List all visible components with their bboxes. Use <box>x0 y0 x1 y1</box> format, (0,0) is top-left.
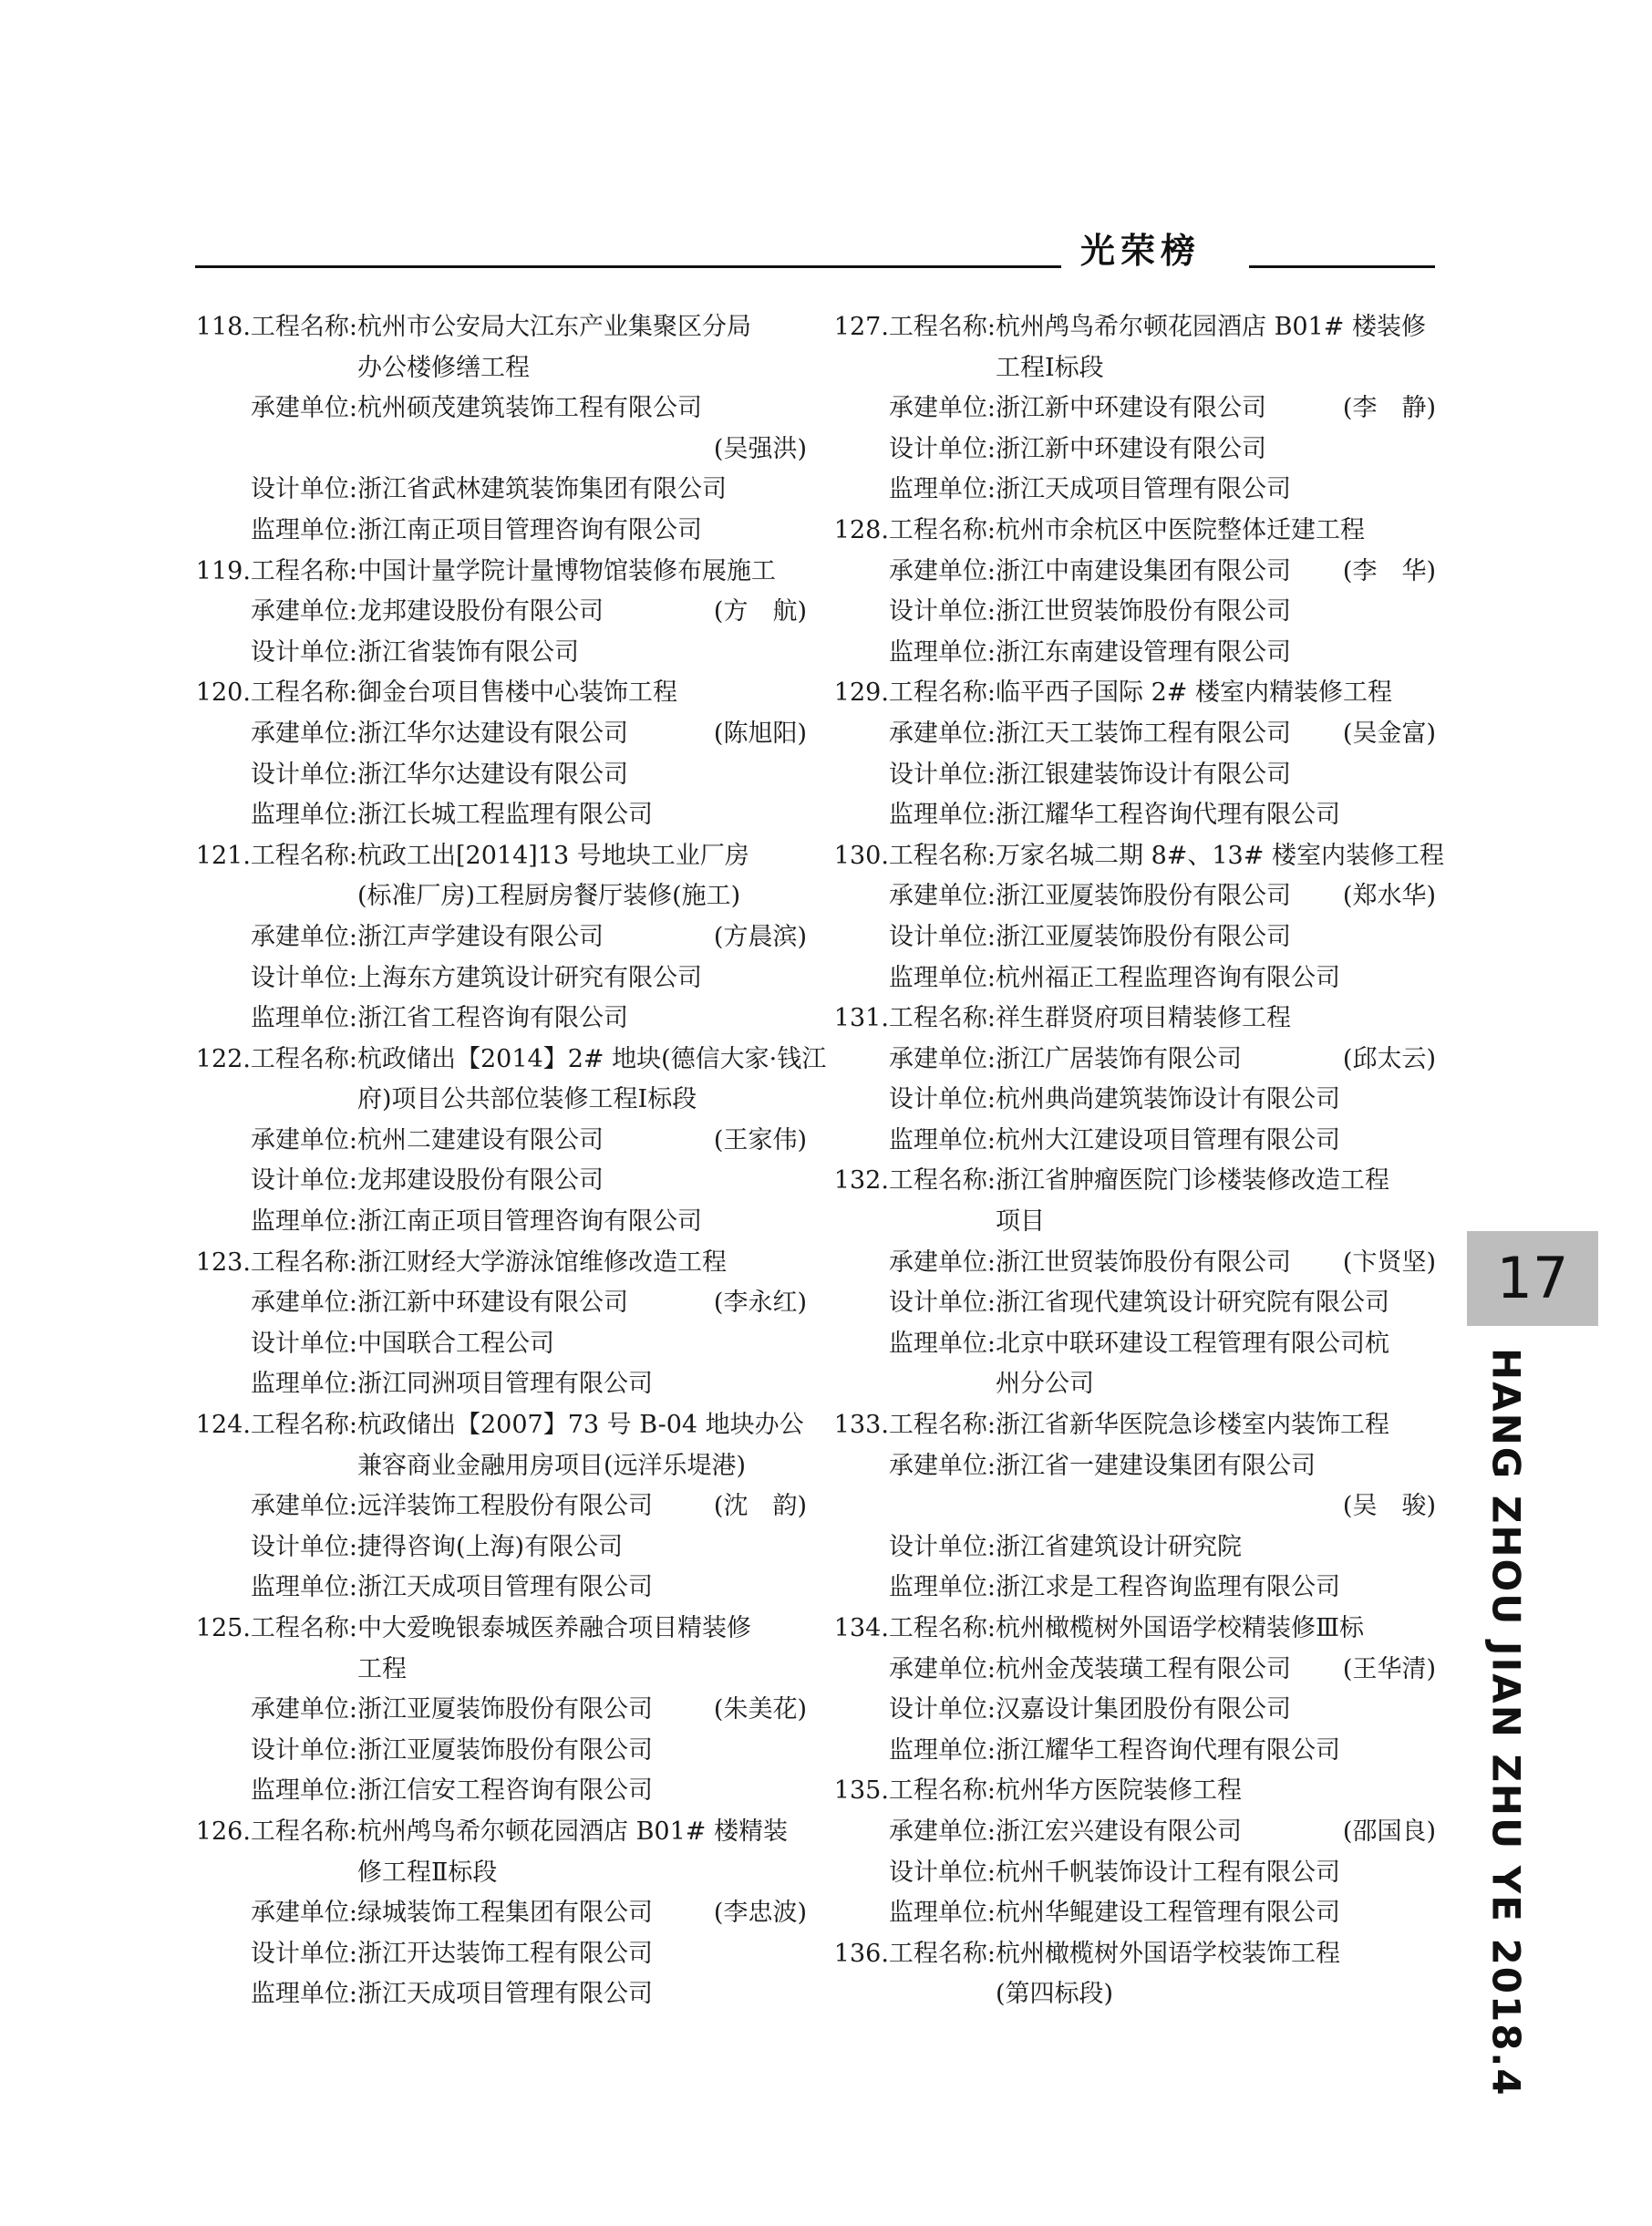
field-label: 120.工程名称: <box>195 678 357 708</box>
field-label: 承建单位: <box>888 882 996 911</box>
field-line <box>187 714 807 755</box>
person-name: (李忠波) <box>713 1899 807 1928</box>
project-entry-line <box>825 1161 1436 1202</box>
field-value: 浙江省建筑设计研究院 <box>996 1532 1242 1561</box>
person-name: (李 华) <box>1342 556 1436 585</box>
field-label: 126.工程名称: <box>195 1817 357 1846</box>
project-entry-line <box>825 511 1436 552</box>
field-line <box>825 1690 1436 1731</box>
field-line <box>825 1243 1436 1284</box>
field-label: 承建单位: <box>250 1289 357 1318</box>
field-value: 浙江省新华医院急诊楼室内装饰工程 <box>996 1411 1389 1440</box>
field-line <box>825 755 1436 796</box>
project-entry-line <box>187 1040 827 1081</box>
field-value: 北京中联环建设工程管理有限公司杭 <box>996 1329 1389 1358</box>
field-label: 设计单位: <box>250 637 357 667</box>
field-value: 中国联合工程公司 <box>357 1329 554 1358</box>
continuation-text: 办公楼修缮工程 <box>357 353 530 382</box>
continuation-text: 工程Ⅰ标段 <box>996 353 1104 382</box>
project-entry-line <box>187 1405 807 1446</box>
field-value: 浙江声学建设有限公司 <box>357 922 604 951</box>
field-line <box>187 1283 807 1324</box>
journal-vertical-label <box>1474 1348 1538 2097</box>
field-label: 监理单位: <box>250 1776 357 1806</box>
field-line <box>825 1121 1436 1162</box>
project-entry-line <box>825 1934 1436 1975</box>
continuation-line <box>187 1853 807 1894</box>
person-name: (李永红) <box>713 1289 807 1318</box>
field-line <box>825 388 1436 430</box>
field-line <box>825 714 1436 755</box>
field-line <box>825 1812 1436 1853</box>
field-label: 承建单位: <box>250 1899 357 1928</box>
field-line <box>187 1974 807 2015</box>
field-value: 浙江东南建设管理有限公司 <box>996 637 1291 667</box>
field-label: 承建单位: <box>250 597 357 626</box>
field-value: 浙江宏兴建设有限公司 <box>996 1817 1242 1846</box>
continuation-line <box>187 1080 807 1121</box>
field-label: 监理单位: <box>250 515 357 544</box>
field-value: 杭州华方医院装修工程 <box>996 1776 1242 1806</box>
field-value: 杭州二建建设有限公司 <box>357 1125 604 1154</box>
field-line <box>825 1568 1436 1609</box>
field-label: 承建单位: <box>250 1125 357 1154</box>
project-entry-line <box>825 1609 1436 1650</box>
person-name: (朱美花) <box>713 1695 807 1724</box>
field-line <box>825 1650 1436 1691</box>
field-line <box>187 795 807 836</box>
field-label: 设计单位: <box>250 1329 357 1358</box>
project-entry-line <box>825 673 1436 714</box>
field-line <box>825 1527 1436 1569</box>
person-name: (沈 韵) <box>713 1492 807 1521</box>
person-name: (吴强洪) <box>713 434 807 463</box>
field-line <box>825 1080 1436 1121</box>
field-value: 杭州市余杭区中医院整体迁建工程 <box>996 515 1365 544</box>
field-label: 127.工程名称: <box>833 313 996 341</box>
project-entry-line <box>187 673 807 714</box>
project-entry-line <box>825 999 1436 1040</box>
continuation-line <box>187 348 807 389</box>
field-label: 承建单位: <box>250 1695 357 1724</box>
field-line <box>187 511 807 552</box>
field-value: 中大爱晚银泰城医养融合项目精装修 <box>357 1614 751 1642</box>
continuation-line <box>825 1202 1436 1243</box>
person-name: (卞贤坚) <box>1342 1248 1436 1277</box>
field-value: 杭政储出【2007】73 号 B-04 地块办公 <box>357 1411 804 1440</box>
continuation-line <box>187 1446 807 1487</box>
field-line <box>187 755 807 796</box>
field-label: 监理单位: <box>888 475 996 504</box>
field-line <box>187 470 807 511</box>
field-line <box>187 1731 807 1772</box>
field-label: 监理单位: <box>888 1899 996 1928</box>
person-name: (李 静) <box>1342 394 1436 423</box>
field-label: 监理单位: <box>888 1329 996 1358</box>
field-line <box>825 917 1436 958</box>
project-entry-line <box>187 1812 807 1853</box>
field-value: 杭政储出【2014】2# 地块(德信大家·钱江 <box>357 1044 827 1073</box>
field-value: 上海东方建筑设计研究有限公司 <box>357 963 702 992</box>
field-label: 设计单位: <box>888 1085 996 1114</box>
field-line <box>187 388 807 430</box>
person-name: (郑水华) <box>1342 882 1436 911</box>
person-name: (王家伟) <box>713 1125 807 1154</box>
field-value: 浙江天工装饰工程有限公司 <box>996 719 1291 748</box>
field-value: 浙江同洲项目管理有限公司 <box>357 1370 653 1399</box>
field-label: 承建单位: <box>250 1492 357 1521</box>
field-line <box>825 958 1436 999</box>
field-value: 杭州华鲲建设工程管理有限公司 <box>996 1899 1340 1928</box>
person-name: (邱太云) <box>1342 1044 1436 1073</box>
continuation-line <box>825 1974 1436 2015</box>
field-label: 设计单位: <box>888 434 996 463</box>
field-value: 龙邦建设股份有限公司 <box>357 1166 604 1196</box>
field-label: 125.工程名称: <box>195 1614 357 1642</box>
field-label: 124.工程名称: <box>195 1411 357 1440</box>
field-value: 浙江信安工程咨询有限公司 <box>357 1776 653 1806</box>
field-line <box>825 1446 1436 1487</box>
field-label: 监理单位: <box>250 1980 357 2009</box>
field-label: 设计单位: <box>250 475 357 504</box>
continuation-text: 项目 <box>996 1207 1045 1237</box>
section-title: 光荣榜 <box>1080 231 1202 271</box>
field-line <box>825 633 1436 674</box>
field-label: 118.工程名称: <box>195 313 357 341</box>
field-value: 杭州鸬鸟希尔顿花园酒店 B01# 楼精装 <box>357 1817 788 1846</box>
field-line <box>825 1853 1436 1894</box>
field-label: 承建单位: <box>250 719 357 748</box>
project-entry-line <box>187 1609 807 1650</box>
page-number: 17 <box>1496 1245 1569 1311</box>
continuation-line <box>825 348 1436 389</box>
person-name: (陈旭阳) <box>713 719 807 748</box>
field-value: 捷得咨询(上海)有限公司 <box>357 1532 624 1561</box>
field-value: 浙江长城工程监理有限公司 <box>357 801 653 830</box>
field-label: 监理单位: <box>250 1370 357 1399</box>
field-line <box>187 1486 807 1527</box>
field-label: 监理单位: <box>888 801 996 830</box>
project-entry-line <box>825 307 1436 348</box>
person-name: (吴 骏) <box>1342 1492 1436 1521</box>
project-entry-line <box>825 1405 1436 1446</box>
field-value: 杭州金茂装璜工程有限公司 <box>996 1654 1291 1683</box>
field-line <box>825 430 1436 471</box>
person-name: (邵国良) <box>1342 1817 1436 1846</box>
field-label: 129.工程名称: <box>833 678 996 708</box>
field-line <box>825 876 1436 917</box>
field-label: 监理单位: <box>250 1573 357 1602</box>
field-value: 浙江亚厦装饰股份有限公司 <box>996 922 1291 951</box>
field-value: 万家名城二期 8#、13# 楼室内装修工程 <box>996 841 1444 870</box>
field-value: 远洋装饰工程股份有限公司 <box>357 1492 653 1521</box>
field-label: 133.工程名称: <box>833 1411 996 1440</box>
page-number-tab <box>1467 1231 1598 1326</box>
field-value: 浙江新中环建设有限公司 <box>996 394 1266 423</box>
field-line <box>187 1934 807 1975</box>
continuation-line <box>825 1364 1436 1405</box>
field-value: 御金台项目售楼中心装饰工程 <box>357 678 677 708</box>
field-label: 承建单位: <box>888 719 996 748</box>
field-value: 浙江南正项目管理咨询有限公司 <box>357 1207 702 1237</box>
field-value: 浙江华尔达建设有限公司 <box>357 760 628 789</box>
field-value: 杭州硕茂建筑装饰工程有限公司 <box>357 394 702 423</box>
field-line <box>187 1202 807 1243</box>
field-line <box>187 1364 807 1405</box>
continuation-text: (第四标段) <box>996 1980 1114 2009</box>
field-line <box>187 1324 807 1365</box>
field-value: 浙江开达装饰工程有限公司 <box>357 1939 653 1968</box>
field-label: 119.工程名称: <box>195 556 357 585</box>
field-value: 临平西子国际 2# 楼室内精装修工程 <box>996 678 1392 708</box>
field-value: 浙江世贸装饰股份有限公司 <box>996 597 1291 626</box>
left-column <box>187 307 827 2015</box>
field-label: 121.工程名称: <box>195 841 357 870</box>
field-line <box>825 1040 1436 1081</box>
field-label: 设计单位: <box>888 1532 996 1561</box>
field-line <box>187 1121 807 1162</box>
field-label: 设计单位: <box>888 760 996 789</box>
person-name-line <box>825 1486 1436 1527</box>
continuation-text: 州分公司 <box>996 1370 1094 1399</box>
field-label: 134.工程名称: <box>833 1614 996 1642</box>
field-label: 设计单位: <box>250 760 357 789</box>
field-label: 监理单位: <box>888 1735 996 1765</box>
field-label: 130.工程名称: <box>833 841 996 870</box>
field-label: 123.工程名称: <box>195 1248 357 1277</box>
person-name: (王华清) <box>1342 1654 1436 1683</box>
field-label: 设计单位: <box>888 1695 996 1724</box>
field-label: 承建单位: <box>250 922 357 951</box>
field-value: 浙江天成项目管理有限公司 <box>357 1980 653 2009</box>
field-value: 浙江耀华工程咨询代理有限公司 <box>996 1735 1340 1765</box>
field-line <box>187 1161 807 1202</box>
field-value: 杭州典尚建筑装饰设计有限公司 <box>996 1085 1340 1114</box>
field-value: 杭州大江建设项目管理有限公司 <box>996 1125 1340 1154</box>
field-value: 中国计量学院计量博物馆装修布展施工 <box>357 556 776 585</box>
continuation-line <box>187 876 807 917</box>
project-entry-line <box>825 1771 1436 1812</box>
field-value: 龙邦建设股份有限公司 <box>357 597 604 626</box>
field-label: 132.工程名称: <box>833 1166 996 1196</box>
field-value: 浙江天成项目管理有限公司 <box>996 475 1291 504</box>
right-column <box>825 307 1444 2015</box>
field-value: 浙江省装饰有限公司 <box>357 637 579 667</box>
project-entry-line <box>187 307 807 348</box>
field-value: 浙江亚厦装饰股份有限公司 <box>996 882 1291 911</box>
field-value: 绿城装饰工程集团有限公司 <box>357 1899 653 1928</box>
field-value: 浙江省工程咨询有限公司 <box>357 1004 628 1033</box>
field-line <box>825 470 1436 511</box>
field-line <box>825 552 1436 593</box>
field-value: 浙江省一建建设集团有限公司 <box>996 1451 1316 1480</box>
field-line <box>825 1893 1436 1934</box>
field-line <box>187 592 807 633</box>
field-label: 监理单位: <box>888 1573 996 1602</box>
field-label: 设计单位: <box>250 1166 357 1196</box>
field-value: 杭州千帆装饰设计工程有限公司 <box>996 1858 1340 1887</box>
person-name-line <box>187 430 807 471</box>
field-label: 设计单位: <box>888 1858 996 1887</box>
field-line <box>187 1568 807 1609</box>
project-entry-line <box>187 1243 807 1284</box>
field-value: 汉嘉设计集团股份有限公司 <box>996 1695 1291 1724</box>
field-label: 监理单位: <box>888 1125 996 1154</box>
field-label: 设计单位: <box>250 1939 357 1968</box>
field-line <box>187 999 807 1040</box>
field-value: 浙江天成项目管理有限公司 <box>357 1573 653 1602</box>
field-label: 设计单位: <box>250 1532 357 1561</box>
person-name: (吴金富) <box>1342 719 1436 748</box>
field-value: 杭州鸬鸟希尔顿花园酒店 B01# 楼装修 <box>996 313 1426 341</box>
project-entry-line <box>187 836 807 877</box>
field-label: 128.工程名称: <box>833 515 996 544</box>
field-line <box>187 633 807 674</box>
field-label: 承建单位: <box>888 1044 996 1073</box>
field-value: 杭政工出[2014]13 号地块工业厂房 <box>357 841 749 870</box>
continuation-text: 府)项目公共部位装修工程Ⅰ标段 <box>357 1085 697 1114</box>
field-label: 136.工程名称: <box>833 1939 996 1968</box>
field-label: 监理单位: <box>250 1004 357 1033</box>
header-rule-left <box>195 265 1061 268</box>
field-label: 131.工程名称: <box>833 1004 996 1033</box>
field-value: 浙江新中环建设有限公司 <box>357 1289 628 1318</box>
field-label: 监理单位: <box>888 637 996 667</box>
field-label: 122.工程名称: <box>195 1044 357 1073</box>
field-value: 浙江求是工程咨询监理有限公司 <box>996 1573 1340 1602</box>
field-value: 浙江中南建设集团有限公司 <box>996 556 1291 585</box>
field-value: 浙江耀华工程咨询代理有限公司 <box>996 801 1340 830</box>
field-label: 监理单位: <box>250 1207 357 1237</box>
field-label: 承建单位: <box>888 1654 996 1683</box>
field-label: 监理单位: <box>888 963 996 992</box>
field-label: 承建单位: <box>250 394 357 423</box>
field-value: 浙江财经大学游泳馆维修改造工程 <box>357 1248 727 1277</box>
person-name: (方晨滨) <box>713 922 807 951</box>
continuation-text: 工程 <box>357 1654 407 1683</box>
field-label: 承建单位: <box>888 1817 996 1846</box>
field-label: 设计单位: <box>250 1735 357 1765</box>
field-line <box>187 1893 807 1934</box>
field-value: 浙江亚厦装饰股份有限公司 <box>357 1695 653 1724</box>
field-label: 承建单位: <box>888 1451 996 1480</box>
field-label: 承建单位: <box>888 556 996 585</box>
field-value: 杭州橄榄树外国语学校装饰工程 <box>996 1939 1340 1968</box>
field-line <box>187 958 807 999</box>
header-rule-right <box>1249 265 1435 268</box>
field-line <box>825 1731 1436 1772</box>
field-line <box>187 917 807 958</box>
field-label: 设计单位: <box>250 963 357 992</box>
continuation-text: 修工程Ⅱ标段 <box>357 1858 498 1887</box>
field-value: 杭州福正工程监理咨询有限公司 <box>996 963 1340 992</box>
field-label: 监理单位: <box>250 801 357 830</box>
field-value: 浙江世贸装饰股份有限公司 <box>996 1248 1291 1277</box>
field-label: 135.工程名称: <box>833 1776 996 1806</box>
field-label: 设计单位: <box>888 1289 996 1318</box>
continuation-text: 兼容商业金融用房项目(远洋乐堤港) <box>357 1451 747 1480</box>
field-label: 设计单位: <box>888 597 996 626</box>
field-value: 杭州橄榄树外国语学校精装修Ⅲ标 <box>996 1614 1365 1642</box>
field-line <box>187 1771 807 1812</box>
field-value: 浙江新中环建设有限公司 <box>996 434 1266 463</box>
field-value: 浙江银建装饰设计有限公司 <box>996 760 1291 789</box>
field-value: 祥生群贤府项目精装修工程 <box>996 1004 1291 1033</box>
project-entry-line <box>825 836 1444 877</box>
field-label: 承建单位: <box>888 1248 996 1277</box>
field-value: 浙江省武林建筑装饰集团有限公司 <box>357 475 727 504</box>
field-line <box>187 1690 807 1731</box>
field-line <box>825 795 1436 836</box>
journal-name: HANG ZHOU JIAN ZHU YE 2018.4 <box>1483 1348 1529 2097</box>
person-name: (方 航) <box>713 597 807 626</box>
field-label: 承建单位: <box>888 394 996 423</box>
field-label: 设计单位: <box>888 922 996 951</box>
field-line <box>825 1324 1436 1365</box>
field-value: 浙江省肿瘤医院门诊楼装修改造工程 <box>996 1166 1389 1196</box>
field-value: 浙江华尔达建设有限公司 <box>357 719 628 748</box>
field-line <box>187 1527 807 1569</box>
continuation-text: (标准厂房)工程厨房餐厅装修(施工) <box>357 882 741 911</box>
project-entry-line <box>187 552 807 593</box>
field-value: 浙江南正项目管理咨询有限公司 <box>357 515 702 544</box>
field-line <box>825 592 1436 633</box>
field-value: 浙江省现代建筑设计研究院有限公司 <box>996 1289 1389 1318</box>
field-line <box>825 1283 1436 1324</box>
field-value: 浙江广居装饰有限公司 <box>996 1044 1242 1073</box>
continuation-line <box>187 1650 807 1691</box>
field-value: 杭州市公安局大江东产业集聚区分局 <box>357 313 751 341</box>
field-value: 浙江亚厦装饰股份有限公司 <box>357 1735 653 1765</box>
